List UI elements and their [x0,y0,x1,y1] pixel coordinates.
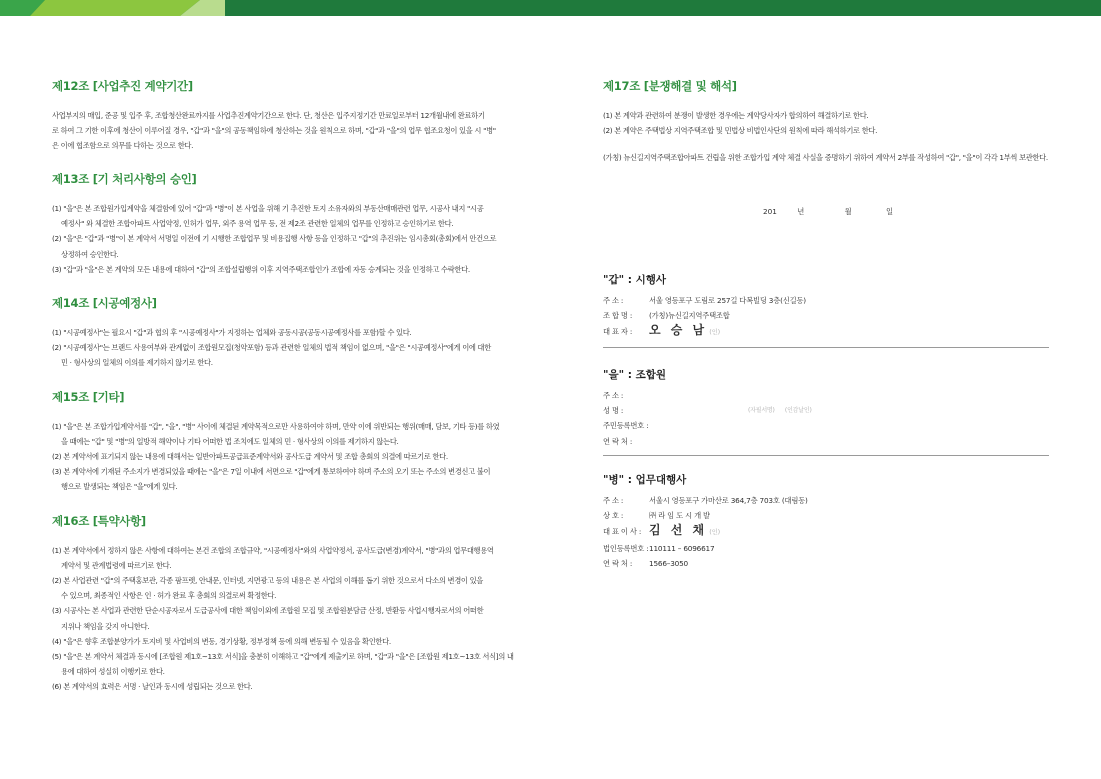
date-month-unit: 월 [844,207,852,217]
contact-row: 연 락 처 : [603,436,633,446]
article-17 [603,78,1051,165]
corporate-number-row: 법인등록번호 :110111 – 6096617 [603,543,715,553]
left-column [52,78,514,713]
clause-item: (4) "을"은 향후 조합분양가가 토지비 및 사업비의 변동, 경기상황, 정부정책 등에 의해 변동될 수 있음을 확인한다. [52,636,391,646]
article-title: 제16조 [특약사항] [52,513,146,528]
party-gap [603,272,1049,348]
date-year-unit: 년 [797,207,805,217]
name-row: 성 명 : (자필서명) (인감날인) [603,403,1049,418]
company-row: 상 호 : ㈜ 라 임 도 시 개 발 [603,511,710,521]
clause-item: (2) "을"은 "갑"과 "병"이 본 계약서 서명일 이전에 기 시행한 조합업무 및 비용집행 사항 등을 인정하고 "갑"의 추진위는 임시총회(총회)에서 안건으로 상정하여 승인한다. [52,234,497,259]
clause-item: (2) "시공예정사"는 브랜드 사용여부와 관계없이 조합원모집(청약포함) 등과 관련한 일체의 법적 책임이 없으며, "을"은 "시공예정사"에게 이에 대한 민 · 형사상의 일체의 이의를 제기하지 않기로 한다. [52,343,491,368]
party-title: "갑" : 시행사 [603,274,667,286]
clause-item: (5) "을"은 본 계약서 체결과 동시에 [조합원 제1호~13호 서식]을 충분히 이해하고 "갑"에게 제출키로 하며, "갑"과 "을"은 [조합원 제1호~13호 서식]의 내 용에 대하여 성실히 이행키로 한다. [52,652,514,677]
clause-list [52,201,502,277]
clause-item: (2) 본 계약은 주택법상 지역주택조합 및 민법상 비법인사단의 원칙에 따라 해석하기로 한다. [603,126,878,136]
address-row: 주 소 : 서울 영등포구 도림로 257길 다복빌딩 3층(신길동) [603,296,806,305]
clause-item: (1) 본 계약과 관련하여 분쟁이 발생한 경우에는 계약당사자가 합의하여 해결하기로 한다. [603,111,869,120]
seal-mark: (인) [709,528,721,537]
clause-item: (2) 본 계약서에 표기되지 않는 내용에 대해서는 일반아파트공급표준계약서와 공사도급 계약서 및 조합 총회의 의결에 따르기로 한다. [52,452,448,462]
closing-statement: (가칭) 뉴신길지역주택조합아파트 건립을 위한 조합가입 계약 체결 사실을 증명하기 위하여 계약서 2부를 작성하여 "갑", "을"이 각각 1부씩 보관한다. [603,153,1048,163]
article-title: 제14조 [시공예정사] [52,296,157,311]
divider [603,347,1049,348]
party-byeong [603,472,1049,571]
union-row: 조 합 명 : (가칭)뉴신길지역주택조합 [603,311,730,321]
article-title: 제12조 [사업추진 계약기간] [52,79,193,93]
clause-item: (1) "을"은 본 조합가입계약서를 "갑", "을", "병" 사이에 체결된 계약목적으로만 사용하여야 하며, 만약 이에 위반되는 행위(매매, 담보, 기타 등)를 하였 을 때에는 "갑" 및 "병"의 일방적 해약이나 기타 어떠한 법 조치에도 일체의 민 · 형사상의 이의를 제기하지 않는다. [52,421,500,446]
contact-row: 연 락 처 : 1566–3050 [603,558,688,568]
signature-note: (자필서명) (인감날인) [748,407,812,415]
clause-item: (3) 시공사는 본 사업과 관련한 단순시공자로서 도급공사에 대한 책임이외에 조합원 모집 및 조합원분담금 산정, 반환등 사업시행자로서의 어떠한 지위나 책임을 갖지 아니한다. [52,606,484,631]
divider [603,455,1049,456]
clause-list [52,325,502,371]
seal-mark: (인) [709,328,721,337]
article-13 [52,171,502,277]
article-12 [52,78,502,153]
clause-item: (6) 본 계약서의 효력은 서명 · 날인과 동시에 성립되는 것으로 한다. [52,682,253,692]
article-title: 제17조 [분쟁해결 및 해석] [603,79,737,93]
address-row: 주 소 : 서울시 영등포구 가마산로 364,7층 703호 (대림동) [603,496,808,505]
contract-date [603,207,1051,217]
clause-item: (1) 본 계약서에서 정하지 않은 사항에 대하여는 본건 조합의 조합규약, "시공예정사"와의 사업약정서, 공사도급(변경)계약서, "병"과의 업무대행용역 계약서 및 관계법령에 따르기로 한다. [52,545,494,570]
article-body [52,108,502,153]
body-line: 은 이에 협조함으로 의무를 다하는 것으로 한다. [52,141,194,150]
body-line: 사업부지의 매입, 준공 및 입주 후, 조합청산완료까지를 사업추진계약기간으로 한다. 단, 청산은 입주지정기간 만료일로부터 12개월내에 완료하기 [52,111,485,120]
resident-number-row: 주민등록번호 : [603,421,649,431]
right-column [603,78,1051,217]
clause-list [603,108,1051,138]
party-title: "병" : 업무대행사 [603,474,687,486]
address-row: 주 소 : [603,391,624,400]
banner-accent-shape [0,0,300,16]
party-eul [603,367,1049,456]
party-title: "을" : 조합원 [603,369,667,381]
clause-list [52,419,502,495]
article-16 [52,513,514,695]
clause-item: (3) "갑"과 "을"은 본 계약의 모든 내용에 대하여 "갑"의 조합설립행위 이후 지역주택조합인가 조합에 자동 승계되는 것을 인정하고 수락한다. [52,264,470,274]
clause-item: (1) "시공예정사"는 필요시 "갑"과 협의 후 "시공예정사"가 지정하는 업체와 공동시공(공동시공예정사를 포함)할 수 있다. [52,328,412,338]
body-line: 로 하여 그 기한 이후에 청산이 이루어질 경우, "갑"과 "을"의 공동책임하에 청산하는 것을 원칙으로 하며, "갑"과 "을"의 업무 협조요청이 있을 시 "병" [52,126,496,135]
top-banner [0,0,1101,16]
date-year: 201 [763,207,777,217]
article-title: 제13조 [기 처리사항의 승인] [52,172,197,186]
article-15 [52,389,502,495]
ceo-row: 대 표 이 사 : 김 선 채 (인) [603,523,721,538]
date-day-unit: 일 [886,207,894,217]
clause-item: (3) 본 계약서에 기재된 주소지가 변경되었을 때에는 "을"은 7일 이내에 서면으로 "갑"에게 통보하여야 하며 주소의 오기 또는 주소의 변경신고 불이 행으로 발생되는 책임은 "을"에게 있다. [52,467,491,492]
clause-item: (1) "을"은 본 조합원가입계약을 체결함에 있어 "갑"과 "병"이 본 사업을 위해 기 추진한 토지 소유자와의 부동산매매관련 업무, 시공사 내지 "시공 예정사" 와 체결한 조합아파트 사업약정, 인허가 업무, 외주 용역 업무 등, 전 제2조 관련한 일체의 업무를 인정하고 승인하기로 한다. [52,204,484,229]
representative-row: 대 표 자 : 오 승 남 (인) [603,323,721,338]
clause-item: (2) 본 사업관련 "갑"의 주택홍보관, 각종 팜프렛, 안내문, 인터넷, 지면광고 등의 내용은 본 사업의 이해를 돕기 위한 것으로서 다소의 변경이 있을 수 있으며, 최종적인 사항은 인 · 허가 완료 후 총회의 의결로써 확정한다. [52,576,483,601]
article-14 [52,295,502,371]
article-title: 제15조 [기타] [52,389,125,404]
clause-list [52,543,514,695]
